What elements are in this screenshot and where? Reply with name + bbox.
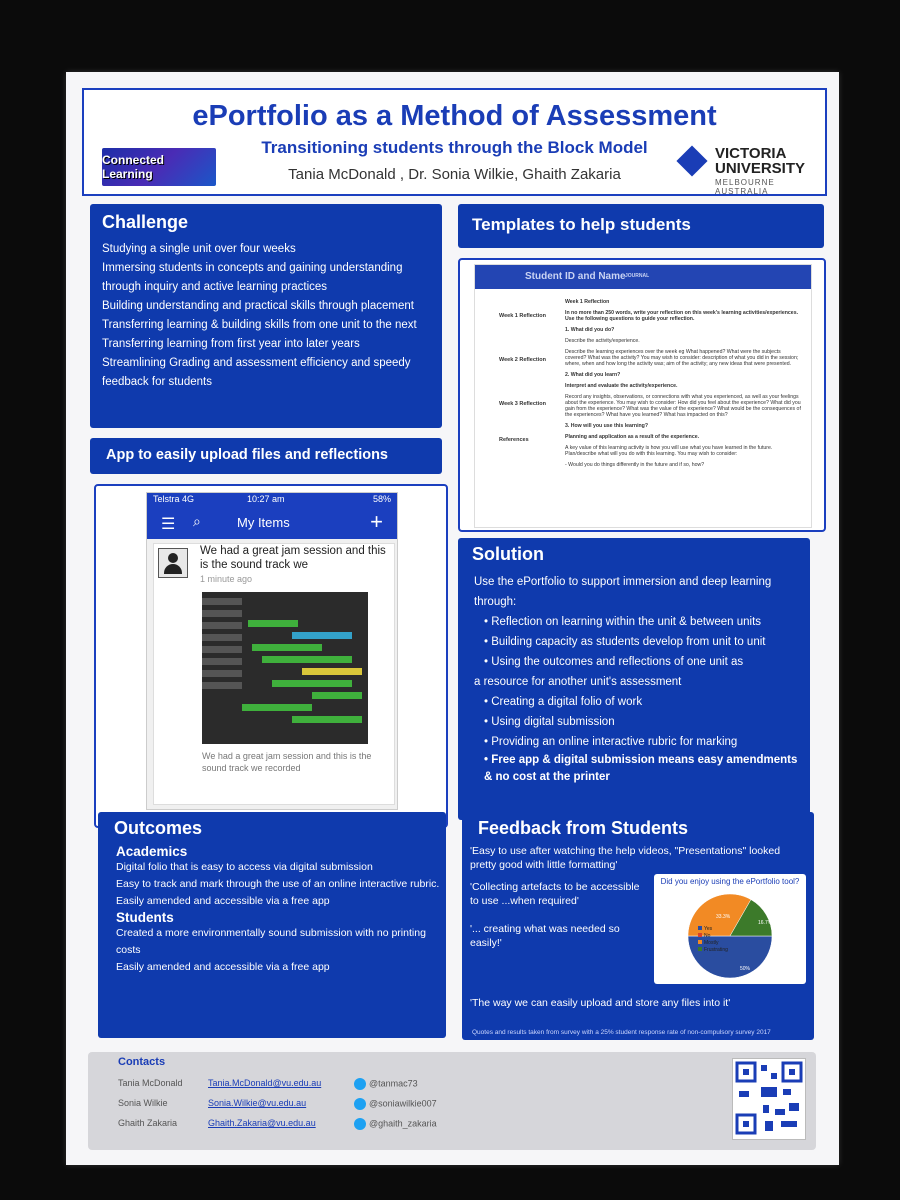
outcome-item: Easily amended and accessible via a free app <box>116 895 330 907</box>
challenge-list <box>102 240 432 392</box>
feedback-note: Quotes and results taken from survey with a 25% student response rate of non-compulsory survey 2017 <box>472 1029 771 1036</box>
doc-line: 2. What did you learn? <box>565 372 621 378</box>
app-navbar <box>147 507 397 539</box>
doc-body <box>565 299 801 473</box>
students-heading: Students <box>116 910 174 925</box>
doc-line: 3. How will you use this learning? <box>565 423 649 429</box>
post-time: 1 minute ago <box>200 574 253 584</box>
doc-references: References <box>499 437 529 443</box>
templates-panel <box>458 204 824 248</box>
legend-label: Yes <box>704 926 713 932</box>
vu-subtitle: MELBOURNE AUSTRALIA <box>715 178 775 196</box>
outcome-item: Digital folio that is easy to access via digital submission <box>116 861 373 873</box>
doc-week3: Week 3 Reflection <box>499 401 546 407</box>
carrier: Telstra 4G <box>153 494 195 504</box>
status-bar <box>147 493 397 507</box>
nav-title: My Items <box>237 515 290 530</box>
outcomes-title: Outcomes <box>114 818 203 838</box>
challenge-panel <box>90 204 442 428</box>
doc-line: Week 1 Reflection <box>565 299 610 305</box>
contact-name: Sonia Wilkie <box>118 1098 168 1108</box>
pie-svg <box>654 874 806 984</box>
solution-continuation: a resource for another unit's assessment <box>474 676 682 688</box>
contact-name: Ghaith Zakaria <box>118 1118 178 1128</box>
outcome-item: Easy to track and mark through the use of an online interactive rubric. <box>116 878 440 890</box>
journal-template-document <box>474 264 812 528</box>
poster-subtitle: Transitioning students through the Block Model <box>261 138 648 157</box>
app-panel <box>90 438 442 474</box>
solution-intro: Use the ePortfolio to support immersion and deep learning through: <box>474 576 772 608</box>
pie-label: 50% <box>740 966 751 972</box>
legend-label: Mostly <box>704 940 719 946</box>
contact-email-link[interactable]: Ghaith.Zakaria@vu.edu.au <box>208 1118 316 1128</box>
plus-icon[interactable]: + <box>370 509 383 534</box>
twitter-icon <box>354 1078 366 1090</box>
doc-line: Describe the activity/experience. <box>565 338 640 344</box>
solution-bullet: • Providing an online interactive rubric for marking <box>484 736 738 748</box>
poster-authors: Tania McDonald , Dr. Sonia Wilkie, Ghaith Zakaria <box>288 166 621 183</box>
outcome-item: Easily amended and accessible via a free app <box>116 961 330 973</box>
solution-bullet: • Building capacity as students develop from unit to unit <box>484 636 766 648</box>
contact-twitter[interactable]: @ghaith_zakaria <box>354 1118 494 1130</box>
feedback-quote: 'The way we can easily upload and store any files into it' <box>470 997 731 1009</box>
outcomes-content <box>116 844 440 976</box>
solution-panel <box>458 538 810 820</box>
phone-screenshot-frame <box>94 484 448 828</box>
legend-label: No <box>704 933 711 939</box>
solution-bullet: • Using the outcomes and reflections of one unit as <box>484 656 744 668</box>
phone-screen <box>146 492 398 810</box>
solution-list <box>474 572 804 786</box>
poster <box>66 72 839 1165</box>
academics-heading: Academics <box>116 844 188 859</box>
doc-header-journal: JOURNAL <box>625 273 650 279</box>
contact-name: Tania McDonald <box>118 1078 183 1088</box>
challenge-item: Studying a single unit over four weeks <box>102 243 296 255</box>
doc-header-title: Student ID and Name <box>525 271 626 282</box>
challenge-item: Immersing students in concepts and gaining understanding through inquiry and active learning practices <box>102 262 403 293</box>
pie-title: Did you enjoy using the ePortfolio tool? <box>660 877 800 886</box>
legend-label: Frustrating <box>704 947 728 953</box>
contact-twitter[interactable]: @tanmac73 <box>354 1078 494 1090</box>
feedback-quote: '... creating what was needed so easily!' <box>470 923 620 949</box>
post-card[interactable] <box>153 543 395 805</box>
twitter-icon <box>354 1098 366 1110</box>
doc-line: In no more than 250 words, write your reflection on this week's learning activities/experiences. Use the following questions to guide your reflection. <box>565 310 799 322</box>
contacts-title: Contacts <box>118 1056 166 1068</box>
pie-label: 33.3% <box>716 914 731 920</box>
survey-pie-chart <box>654 874 806 984</box>
post-text: We had a great jam session and this is the sound track we <box>200 545 386 571</box>
victoria-university-logo <box>681 145 813 196</box>
doc-week1: Week 1 Reflection <box>499 313 546 319</box>
contact-twitter[interactable]: @soniawilkie007 <box>354 1098 494 1110</box>
solution-title: Solution <box>472 544 544 564</box>
doc-header <box>475 265 811 289</box>
doc-week2: Week 2 Reflection <box>499 357 546 363</box>
pie-label: 16.7% <box>758 920 773 926</box>
template-preview <box>458 258 826 532</box>
menu-icon[interactable]: ☰ <box>161 516 176 533</box>
challenge-item: Streamlining Grading and assessment efficiency and speedy feedback for students <box>102 357 411 388</box>
user-avatar-icon <box>158 548 188 578</box>
poster-header <box>82 88 827 196</box>
feedback-quote: 'Collecting artefacts to be accessible to use ...when required' <box>470 881 640 907</box>
templates-title: Templates to help students <box>472 215 691 234</box>
challenge-title: Challenge <box>102 212 189 232</box>
battery: 58% <box>372 494 391 504</box>
doc-line: Interpret and evaluate the activity/experience. <box>565 383 678 389</box>
vu-diamond-icon <box>676 145 707 176</box>
feedback-panel <box>462 812 814 1040</box>
outcome-item: Created a more environmentally sound submission with no printing costs <box>116 927 426 956</box>
contacts-section <box>88 1052 816 1150</box>
contact-email-link[interactable]: Sonia.Wilkie@vu.edu.au <box>208 1098 307 1108</box>
solution-bullet: • Reflection on learning within the unit & between units <box>484 616 762 628</box>
feedback-quote: 'Easy to use after watching the help videos, "Presentations" looked pretty good with little formatting' <box>470 845 781 871</box>
challenge-item: Transferring learning & building skills from one unit to the next <box>102 319 417 331</box>
doc-line: - Would you do things differently in the future and if so, how? <box>565 462 705 468</box>
doc-line: Describe the learning experiences over the week eg What happened? What were the subjects covered? What was the activity? You may wish to consider: description of what you did in the session; where, when and how long the activity was; aim of the activity; any new ideas that were presented. <box>565 349 799 367</box>
search-icon[interactable]: ⌕ <box>193 513 201 529</box>
contact-email-link[interactable]: Tania.McDonald@vu.edu.au <box>208 1078 322 1088</box>
challenge-item: Building understanding and practical skills through placement <box>102 300 414 312</box>
post-caption: We had a great jam session and this is the sound track we recorded <box>202 751 372 773</box>
vu-name: VICTORIA UNIVERSITY <box>715 145 806 177</box>
solution-strong-bullet: • Free app & digital submission means easy amendments & no cost at the printer <box>484 754 798 783</box>
qr-code-icon[interactable] <box>732 1058 806 1140</box>
feedback-title: Feedback from Students <box>478 818 689 838</box>
doc-line: A key value of this learning activity is how you will use what you have learned in the future. Plan/describe what will you do with this learning. You may wish to consider: <box>565 445 773 457</box>
outcomes-panel <box>98 812 446 1038</box>
doc-line: Record any insights, observations, or connections with what you experienced, as well as your feelings about the experience. You may wish to consider: How did you feel about the experience? What did you gain from the experience? What was the value of the experience? What would be the consequences of the experiences? What have you learned? What has impacted on this? <box>565 394 801 418</box>
solution-bullet: • Creating a digital folio of work <box>484 696 643 708</box>
challenge-item: Transferring learning from first year into later years <box>102 338 360 350</box>
solution-bullet: • Using digital submission <box>484 716 615 728</box>
qr-svg <box>733 1059 805 1139</box>
doc-line: Planning and application as a result of the experience. <box>565 434 700 440</box>
clock: 10:27 am <box>247 494 285 504</box>
audio-workstation-image <box>202 592 368 744</box>
connected-learning-logo: Connected Learning <box>102 148 216 186</box>
poster-title: ePortfolio as a Method of Assessment <box>192 100 717 132</box>
doc-line: 1. What did you do? <box>565 327 615 333</box>
app-title: App to easily upload files and reflections <box>106 447 388 463</box>
twitter-icon <box>354 1118 366 1130</box>
